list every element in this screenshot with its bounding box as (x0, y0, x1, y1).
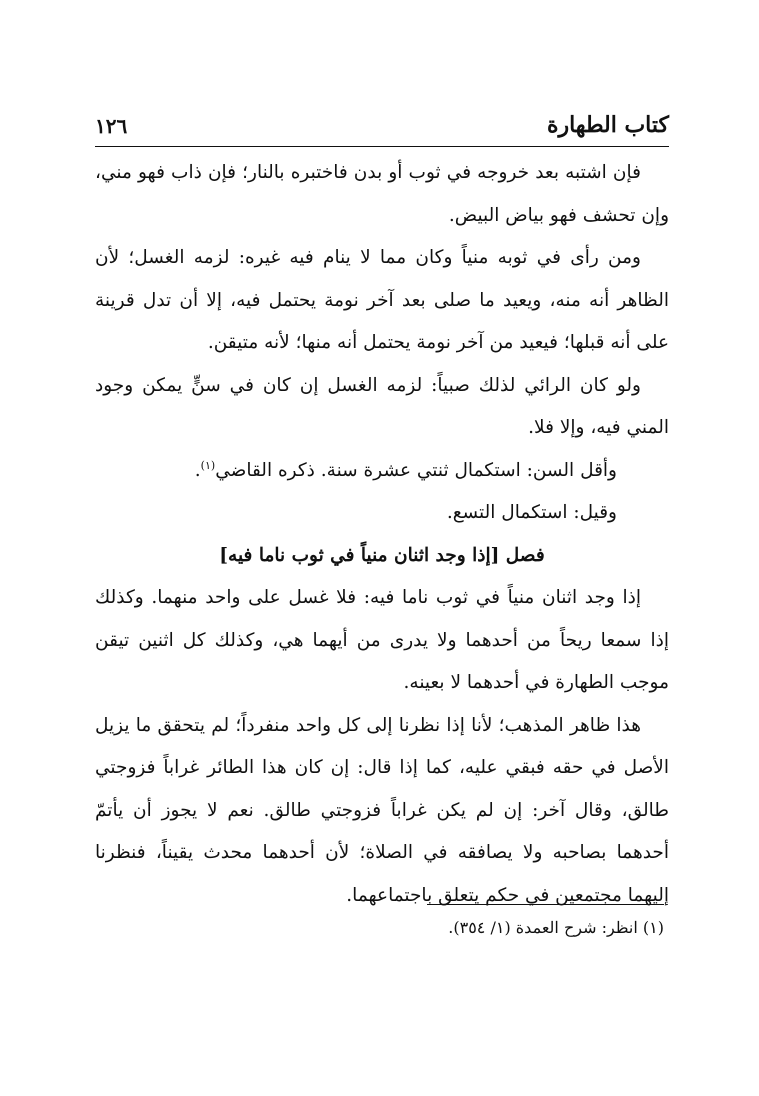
alt-opinion-paragraph: وقيل: استكمال التسع. (446, 502, 617, 523)
section-heading: فصل [إذا وجد اثنان منياً في ثوب ناما فيه] (219, 544, 545, 566)
paragraph: هذا ظاهر المذهب؛ لأنا إذا نظرنا إلى كل واحد منفرداً؛ لم يتحقق ما يزيل الأصل في حقه فبقي عليه، كما إذا قال: إن كان هذا الطائر غراباً فزوجتي طالق، وقال آخر: إن لم يكن غراباً فزوجتي طالق. نعم لا يجوز أن يأتمّ أحدهما بصاحبه ولا يصافقه في الصلاة؛ لأن أحدهما محدث يقيناً، فنظرنا إليهما مجتمعين في حكم يتعلق باجتماعهما. (95, 714, 669, 906)
paragraph: ولو كان الرائي لذلك صبياً: لزمه الغسل إن كان في سنٍّ يمكن وجود المني فيه، وإلا فلا. (95, 374, 669, 438)
footnote-divider (427, 904, 664, 905)
min-age-end: . (194, 459, 201, 481)
chapter-title: كتاب الطهارة (546, 112, 669, 138)
footnote: (١) انظر: شرح العمدة (١/ ٣٥٤). (448, 918, 664, 937)
min-age-text: وأقل السن: استكمال ثنتي عشرة سنة. ذكره القاضي (215, 459, 617, 481)
running-header (95, 112, 669, 147)
main-text (95, 152, 669, 917)
paragraph: فإن اشتبه بعد خروجه في ثوب أو بدن فاختبره بالنار؛ فإن ذاب فهو مني، وإن تحشف فهو بياض البيض. (95, 162, 669, 226)
paragraph: إذا وجد اثنان منياً في ثوب ناما فيه: فلا غسل على واحد منهما. وكذلك إذا سمعا ريحاً من أحدهما ولا يدرى من أيهما هي، وكذلك كل اثنين تيقن موجب الطهارة في أحدهما لا بعينه. (95, 587, 669, 693)
paragraph: ومن رأى في ثوبه منياً وكان مما لا ينام فيه غيره: لزمه الغسل؛ لأن الظاهر أنه منه، ويعيد ما صلى بعد آخر نومة يحتمل فيه، إلا أن تدل قرينة على أنه قبلها؛ فيعيد من آخر نومة يحتمل أنه منها؛ لأنه متيقن. (95, 247, 669, 353)
min-age-paragraph (95, 450, 669, 493)
footnote-marker: (١) (200, 458, 216, 472)
page-number: ١٢٦ (95, 114, 128, 138)
